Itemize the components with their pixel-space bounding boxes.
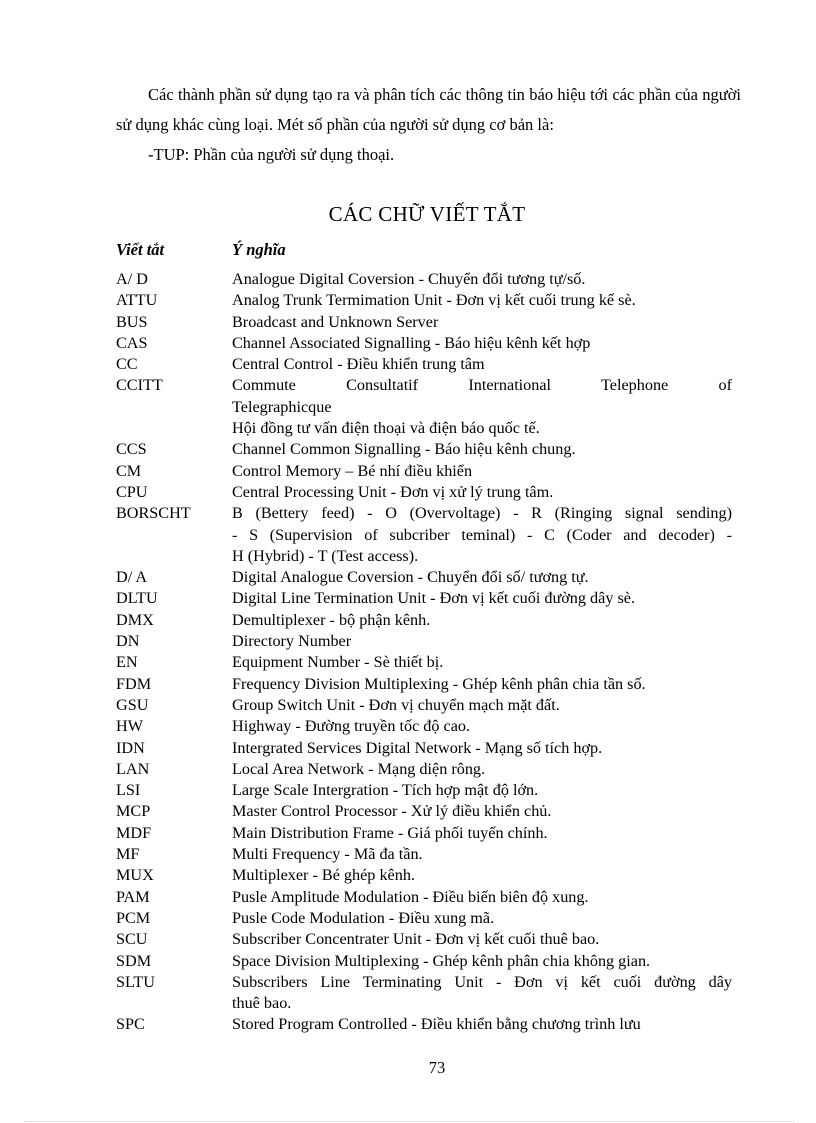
abbreviation-row xyxy=(116,972,732,1015)
abbreviation-meaning xyxy=(232,333,732,354)
meaning-line: Main Distribution Frame - Giá phối tuyến chính. xyxy=(232,823,548,842)
meaning-line: Subscribers Line Terminating Unit - Đơn vị kết cuối đường dây xyxy=(232,972,732,991)
meaning-line: Local Area Network - Mạng diện rông. xyxy=(232,759,486,778)
abbreviation-row xyxy=(116,610,732,631)
abbreviation-meaning xyxy=(232,652,732,673)
abbreviation-row xyxy=(116,801,732,822)
abbreviation-meaning xyxy=(232,929,732,950)
meaning-line: Master Control Processor - Xử lý điều khiển chủ. xyxy=(232,802,552,821)
abbreviation-row xyxy=(116,738,732,759)
abbreviation-meaning xyxy=(232,631,732,652)
abbreviation-term: MDF xyxy=(116,823,152,842)
meaning-line: Telegraphicque xyxy=(232,397,332,416)
abbreviation-row xyxy=(116,354,732,375)
abbreviation-row xyxy=(116,588,732,609)
meaning-line: Channel Associated Signalling - Báo hiệu kênh kết hợp xyxy=(232,333,591,352)
abbreviation-meaning xyxy=(232,801,732,822)
meaning-line: Central Control - Điều khiển trung tâm xyxy=(232,355,485,374)
abbreviation-meaning xyxy=(232,354,732,375)
abbreviation-row xyxy=(116,482,732,503)
abbreviation-term: SPC xyxy=(116,1015,145,1034)
abbreviation-meaning xyxy=(232,503,732,567)
abbreviation-row xyxy=(116,290,732,311)
abbreviation-term: LSI xyxy=(116,781,141,800)
abbreviation-term: MUX xyxy=(116,866,154,885)
abbreviation-term: SLTU xyxy=(116,972,155,991)
abbreviation-meaning xyxy=(232,865,732,886)
abbreviation-meaning xyxy=(232,610,732,631)
meaning-line: Digital Line Termination Unit - Đơn vị kết cuối đường dây sè. xyxy=(232,589,635,608)
meaning-line: Central Processing Unit - Đơn vị xử lý trung tâm. xyxy=(232,482,554,501)
abbreviation-meaning xyxy=(232,482,732,503)
abbreviation-meaning xyxy=(232,716,732,737)
abbreviation-meaning xyxy=(232,908,732,929)
abbreviation-row xyxy=(116,908,732,929)
meaning-line: Directory Number xyxy=(232,632,352,651)
abbreviation-meaning xyxy=(232,823,732,844)
abbreviation-row xyxy=(116,865,732,886)
abbreviation-term: CCITT xyxy=(116,376,163,395)
abbreviation-meaning xyxy=(232,588,732,609)
page-title: CÁC CHỮ VIẾT TẮT xyxy=(328,202,526,226)
footer-divider xyxy=(24,1121,794,1122)
meaning-line: Analog Trunk Termimation Unit - Đơn vị kết cuối trung kế sè. xyxy=(232,291,636,310)
abbreviation-row xyxy=(116,333,732,354)
abbreviation-row xyxy=(116,375,732,439)
abbreviation-meaning xyxy=(232,972,732,1015)
abbreviation-meaning xyxy=(232,887,732,908)
abbreviation-row xyxy=(116,780,732,801)
meaning-line: Digital Analogue Coversion - Chuyển đổi số/ tương tự. xyxy=(232,568,589,587)
meaning-line: Hội đồng tư vấn điện thoại và điện báo quốc tế. xyxy=(232,419,540,438)
abbreviation-term: BORSCHT xyxy=(116,504,191,523)
meaning-line: Highway - Đường truyền tốc độ cao. xyxy=(232,717,471,736)
meaning-line: Stored Program Controlled - Điều khiển bằng chương trình lưu xyxy=(232,1015,641,1034)
abbreviation-row xyxy=(116,716,732,737)
meaning-line: - S (Supervision of subcriber teminal) - C (Coder and decoder) - xyxy=(232,525,732,544)
meaning-line: Control Memory – Bé nhí điều khiển xyxy=(232,461,473,480)
abbreviation-row xyxy=(116,312,732,333)
abbreviation-term: MCP xyxy=(116,802,151,821)
abbreviation-row xyxy=(116,269,732,290)
abbreviation-column-header: Viết tắt xyxy=(116,240,165,259)
abbreviation-row xyxy=(116,631,732,652)
abbreviation-term: DLTU xyxy=(116,589,158,608)
abbreviation-row xyxy=(116,674,732,695)
abbreviation-row xyxy=(116,759,732,780)
abbreviation-meaning xyxy=(232,738,732,759)
meaning-line: thuê bao. xyxy=(232,994,292,1013)
meaning-line: Subscriber Concentrater Unit - Đơn vị kết cuối thuê bao. xyxy=(232,930,600,949)
meaning-line: Multiplexer - Bé ghép kênh. xyxy=(232,866,415,885)
abbreviation-term: DN xyxy=(116,632,140,651)
abbreviation-meaning xyxy=(232,759,732,780)
abbreviation-term: BUS xyxy=(116,312,148,331)
page-number: 73 xyxy=(428,1058,446,1077)
abbreviation-row xyxy=(116,823,732,844)
abbreviation-term: GSU xyxy=(116,695,149,714)
abbreviation-term: CM xyxy=(116,461,142,480)
meaning-column-header: Ý nghĩa xyxy=(232,240,286,259)
abbreviation-meaning xyxy=(232,844,732,865)
abbreviation-row xyxy=(116,503,732,567)
abbreviation-term: FDM xyxy=(116,674,152,693)
abbreviation-row xyxy=(116,929,732,950)
abbreviation-row xyxy=(116,567,732,588)
meaning-line: Analogue Digital Coversion - Chuyển đổi tương tự/số. xyxy=(232,270,586,288)
abbreviation-term: SDM xyxy=(116,951,152,970)
abbreviation-term: CPU xyxy=(116,482,148,501)
abbreviation-term: A/ D xyxy=(116,270,148,288)
meaning-line: Frequency Division Multiplexing - Ghép kênh phân chia tần số. xyxy=(232,674,646,693)
abbreviation-term: ATTU xyxy=(116,291,158,310)
meaning-line: Large Scale Intergration - Tích hợp mật độ lớn. xyxy=(232,781,539,800)
abbreviation-meaning xyxy=(232,1014,732,1035)
abbreviation-meaning xyxy=(232,461,732,482)
meaning-line: Multi Frequency - Mã đa tần. xyxy=(232,845,423,864)
abbreviation-meaning xyxy=(232,780,732,801)
abbreviation-term: CAS xyxy=(116,333,148,352)
meaning-line: Pusle Code Modulation - Điều xung mã. xyxy=(232,908,495,927)
tup-line: -TUP: Phần của người sử dụng thoại. xyxy=(148,145,395,164)
meaning-line: B (Bettery feed) - O (Overvoltage) - R (Ringing signal sending) xyxy=(232,504,732,523)
abbreviation-meaning xyxy=(232,695,732,716)
abbreviation-row xyxy=(116,951,732,972)
abbreviation-row xyxy=(116,887,732,908)
abbreviation-term: HW xyxy=(116,717,143,736)
abbreviation-term: IDN xyxy=(116,738,145,757)
meaning-line: Equipment Number - Sè thiết bị. xyxy=(232,653,444,672)
abbreviation-meaning xyxy=(232,567,732,588)
meaning-line: Space Division Multiplexing - Ghép kênh phân chia không gian. xyxy=(232,951,651,970)
meaning-line: Demultiplexer - bộ phận kênh. xyxy=(232,610,431,629)
abbreviation-row xyxy=(116,652,732,673)
meaning-line: Intergrated Services Digital Network - Mạng số tích hợp. xyxy=(232,738,603,757)
abbreviation-row xyxy=(116,1014,732,1035)
abbreviation-term: DMX xyxy=(116,610,154,629)
abbreviation-meaning xyxy=(232,375,732,439)
meaning-line: Commute Consultatif International Telephone of xyxy=(232,376,732,395)
abbreviation-list xyxy=(116,269,732,1036)
abbreviation-term: PCM xyxy=(116,908,151,927)
abbreviation-term: PAM xyxy=(116,887,150,906)
abbreviation-meaning xyxy=(232,439,732,460)
abbreviation-row xyxy=(116,439,732,460)
abbreviation-term: CCS xyxy=(116,440,147,459)
meaning-line: Channel Common Signalling - Báo hiệu kênh chung. xyxy=(232,440,576,459)
abbreviation-term: SCU xyxy=(116,930,148,949)
intro-paragraph: Các thành phần sử dụng tạo ra và phân tích các thông tin báo hiệu tới các phần của người sử dụng khác cùng loại. Mét số phần của người sử dụng cơ bản là: xyxy=(116,85,741,134)
abbreviation-meaning xyxy=(232,269,732,290)
abbreviation-term: EN xyxy=(116,653,138,672)
abbreviation-meaning xyxy=(232,290,732,311)
abbreviation-meaning xyxy=(232,312,732,333)
meaning-line: Broadcast and Unknown Server xyxy=(232,312,439,331)
abbreviation-term: CC xyxy=(116,355,138,374)
meaning-line: Pusle Amplitude Modulation - Điều biến biên độ xung. xyxy=(232,887,589,906)
abbreviation-row xyxy=(116,844,732,865)
intro-section xyxy=(116,80,741,170)
abbreviation-meaning xyxy=(232,951,732,972)
abbreviation-term: LAN xyxy=(116,759,150,778)
abbreviation-term: D/ A xyxy=(116,568,148,587)
abbreviation-row xyxy=(116,461,732,482)
abbreviation-row xyxy=(116,695,732,716)
abbreviation-meaning xyxy=(232,674,732,695)
meaning-line: H (Hybrid) - T (Test access). xyxy=(232,546,419,565)
abbreviation-term: MF xyxy=(116,845,140,864)
meaning-line: Group Switch Unit - Đơn vị chuyển mạch mặt đất. xyxy=(232,695,560,714)
